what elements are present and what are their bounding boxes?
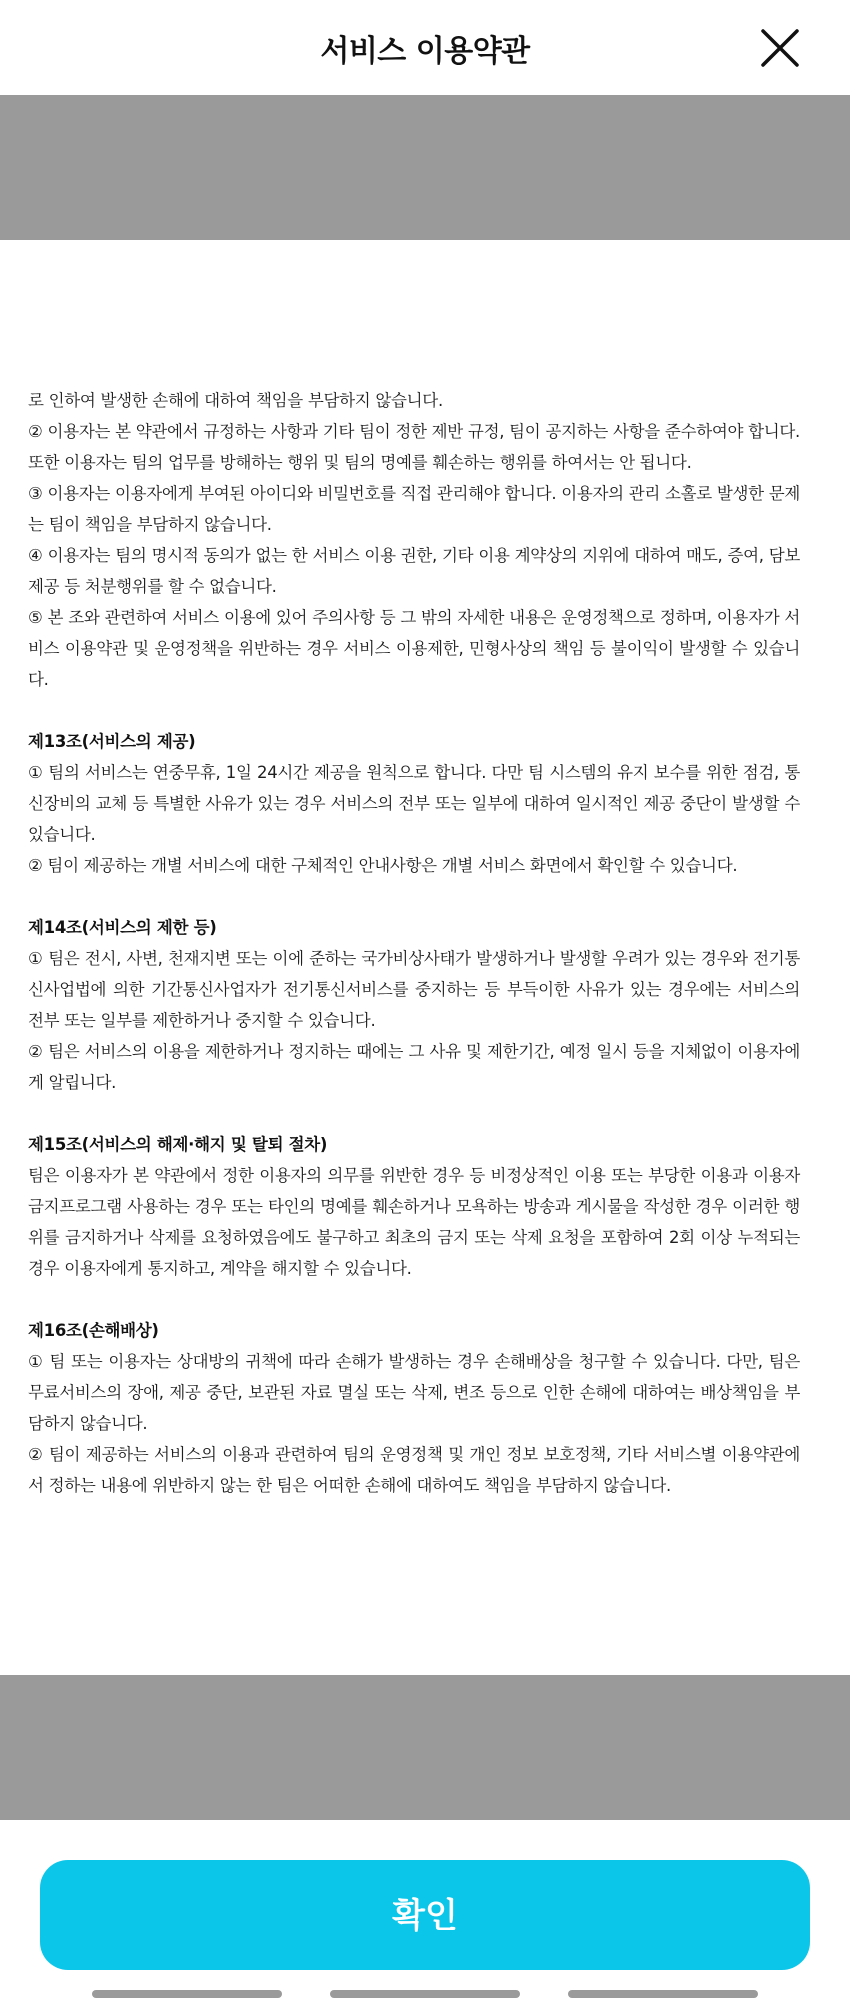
terms-paragraph: ② 팀은 서비스의 이용을 제한하거나 정지하는 때에는 그 사유 및 제한기간, 예정 일시 등을 지체없이 이용자에게 알립니다. xyxy=(28,1042,800,1092)
page-title: 서비스 이용약관 xyxy=(320,34,530,69)
terms-paragraph: ② 이용자는 본 약관에서 규정하는 사항과 기타 팀이 정한 제반 규정, 팀이 공지하는 사항을 준수하여야 합니다. 또한 이용자는 팀의 업무를 방해하는 행위 및 팀의 명예를 훼손하는 행위를 하여서는 안 됩니다. xyxy=(28,422,800,472)
section-title: 제15조(서비스의 해제·해지 및 탈퇴 절차) xyxy=(28,1135,328,1154)
terms-paragraph: ① 팀은 전시, 사변, 천재지변 또는 이에 준하는 국가비상사태가 발생하거나 발생할 우려가 있는 경우와 전기통신사업법에 의한 기간통신사업자가 전기통신서비스를 중지하는 등 부득이한 사유가 있는 경우에는 서비스의 전부 또는 일부를 제한하거나 중지할 수 있습니다. xyxy=(28,949,800,1030)
close-button[interactable] xyxy=(760,28,800,68)
section-title: 제13조(서비스의 제공) xyxy=(28,732,196,751)
terms-paragraph: ⑤ 본 조와 관련하여 서비스 이용에 있어 주의사항 등 그 밖의 자세한 내용은 운영정책으로 정하며, 이용자가 서비스 이용약관 및 운영정책을 위반하는 경우 서비스 이용제한, 민형사상의 책임 등 불이익이 발생할 수 있습니다. xyxy=(28,608,800,689)
section-article-16 xyxy=(28,1315,800,1501)
terms-content xyxy=(28,385,800,1501)
intro-block xyxy=(28,385,800,695)
close-icon xyxy=(760,28,800,68)
header-bar xyxy=(0,0,850,95)
top-overlay-band xyxy=(0,95,850,240)
home-indicator xyxy=(568,1990,758,1998)
home-indicator xyxy=(330,1990,520,1998)
terms-paragraph: ② 팀이 제공하는 서비스의 이용과 관련하여 팀의 운영정책 및 개인 정보 보호정책, 기타 서비스별 이용약관에서 정하는 내용에 위반하지 않는 한 팀은 어떠한 손해에 대하여도 책임을 부담하지 않습니다. xyxy=(28,1445,800,1495)
bottom-overlay-band xyxy=(0,1675,850,1820)
terms-paragraph: 로 인하여 발생한 손해에 대하여 책임을 부담하지 않습니다. xyxy=(28,391,443,410)
terms-paragraph: ③ 이용자는 이용자에게 부여된 아이디와 비밀번호를 직접 관리해야 합니다. 이용자의 관리 소홀로 발생한 문제는 팀이 책임을 부담하지 않습니다. xyxy=(28,484,800,534)
terms-paragraph: ① 팀의 서비스는 연중무휴, 1일 24시간 제공을 원칙으로 합니다. 다만 팀 시스템의 유지 보수를 위한 점검, 통신장비의 교체 등 특별한 사유가 있는 경우 서비스의 전부 또는 일부에 대하여 일시적인 제공 중단이 발생할 수 있습니다. xyxy=(28,763,800,844)
section-article-14 xyxy=(28,912,800,1098)
section-title: 제16조(손해배상) xyxy=(28,1321,159,1340)
section-article-15 xyxy=(28,1129,800,1284)
terms-paragraph: ② 팀이 제공하는 개별 서비스에 대한 구체적인 안내사항은 개별 서비스 화면에서 확인할 수 있습니다. xyxy=(28,856,738,875)
terms-paragraph: ④ 이용자는 팀의 명시적 동의가 없는 한 서비스 이용 권한, 기타 이용 계약상의 지위에 대하여 매도, 증여, 담보제공 등 처분행위를 할 수 없습니다. xyxy=(28,546,800,596)
terms-paragraph: ① 팀 또는 이용자는 상대방의 귀책에 따라 손해가 발생하는 경우 손해배상을 청구할 수 있습니다. 다만, 팀은 무료서비스의 장애, 제공 중단, 보관된 자료 멸실 또는 삭제, 변조 등으로 인한 손해에 대하여는 배상책임을 부담하지 않습니다. xyxy=(28,1352,800,1433)
section-article-13 xyxy=(28,726,800,881)
home-indicator xyxy=(92,1990,282,1998)
section-title: 제14조(서비스의 제한 등) xyxy=(28,918,217,937)
confirm-button[interactable]: 확인 xyxy=(40,1860,810,1970)
terms-paragraph: 팀은 이용자가 본 약관에서 정한 이용자의 의무를 위반한 경우 등 비정상적인 이용 또는 부당한 이용과 이용자 금지프로그램 사용하는 경우 또는 타인의 명예를 훼손하거나 모욕하는 방송과 게시물을 작성한 경우 이러한 행위를 금지하거나 삭제를 요청하였음에도 불구하고 최초의 금지 또는 삭제 요청을 포함하여 2회 이상 누적되는 경우 이용자에게 통지하고, 계약을 해지할 수 있습니다. xyxy=(28,1166,800,1278)
